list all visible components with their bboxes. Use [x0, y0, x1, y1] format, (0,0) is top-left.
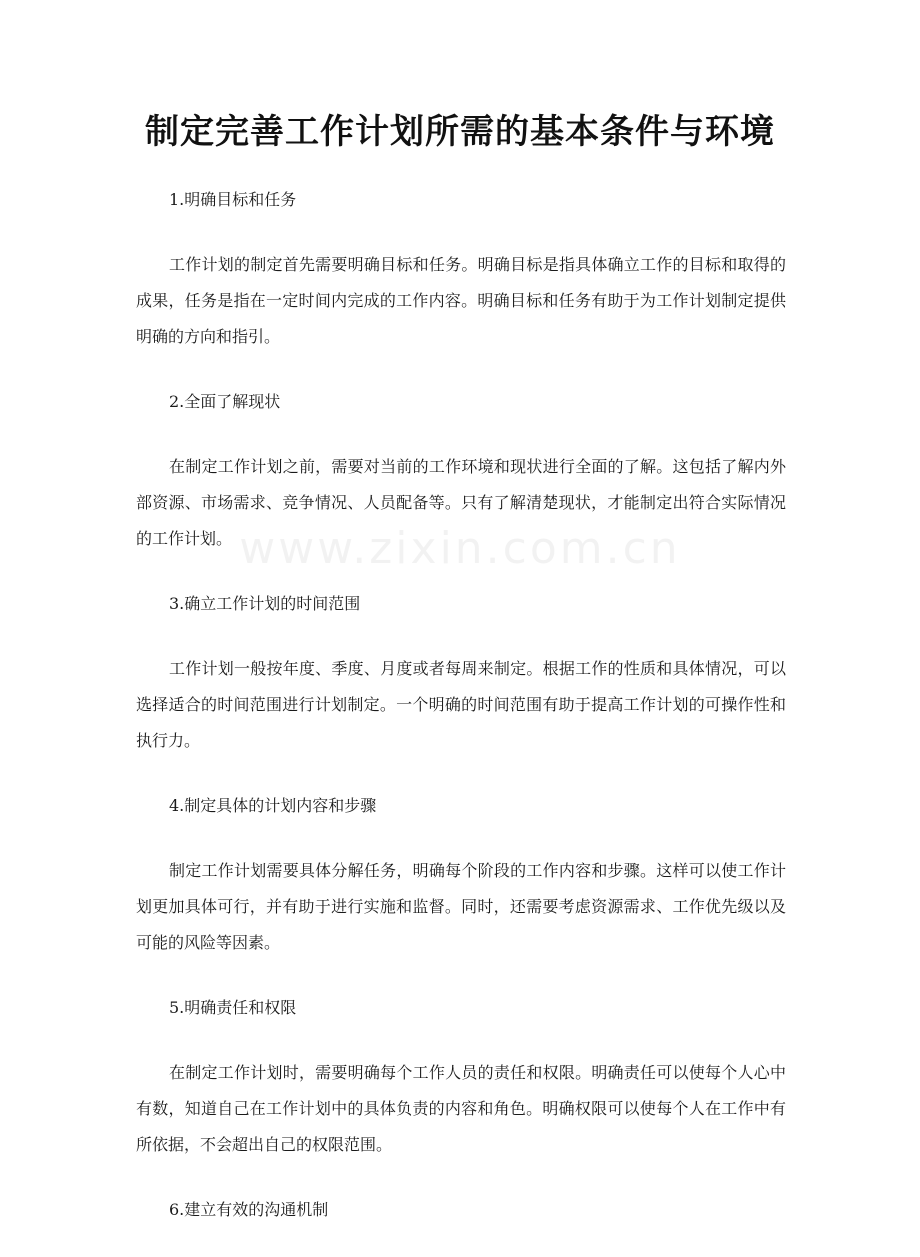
section-paragraph: 在制定工作计划之前，需要对当前的工作环境和现状进行全面的了解。这包括了解内外部资源、市场需求、竞争情况、人员配备等。只有了解清楚现状，才能制定出符合实际情况的工作计划。 — [136, 457, 786, 548]
section-paragraph: 工作计划一般按年度、季度、月度或者每周来制定。根据工作的性质和具体情况，可以选择适合的时间范围进行计划制定。一个明确的时间范围有助于提高工作计划的可操作性和执行力。 — [136, 659, 786, 750]
section-heading: 2.全面了解现状 — [169, 392, 281, 411]
section-paragraph: 工作计划的制定首先需要明确目标和任务。明确目标是指具体确立工作的目标和取得的成果，任务是指在一定时间内完成的工作内容。明确目标和任务有助于为工作计划制定提供明确的方向和指引。 — [136, 255, 786, 346]
section-heading: 5.明确责任和权限 — [169, 998, 297, 1017]
section-heading: 3.确立工作计划的时间范围 — [169, 594, 361, 613]
section-paragraph: 制定工作计划需要具体分解任务，明确每个阶段的工作内容和步骤。这样可以使工作计划更加具体可行，并有助于进行实施和监督。同时，还需要考虑资源需求、工作优先级以及可能的风险等因素。 — [136, 861, 786, 952]
section-heading: 4.制定具体的计划内容和步骤 — [169, 796, 377, 815]
section-heading: 1.明确目标和任务 — [169, 190, 297, 209]
watermark: www.zixin.com.cn — [239, 523, 681, 574]
page-title: 制定完善工作计划所需的基本条件与环境 — [145, 112, 775, 152]
section-heading: 6.建立有效的沟通机制 — [169, 1200, 329, 1219]
section-paragraph: 在制定工作计划时，需要明确每个工作人员的责任和权限。明确责任可以使每个人心中有数，知道自己在工作计划中的具体负责的内容和角色。明确权限可以使每个人在工作中有所依据，不会超出自己的权限范围。 — [136, 1063, 786, 1154]
document-body — [136, 182, 786, 1257]
